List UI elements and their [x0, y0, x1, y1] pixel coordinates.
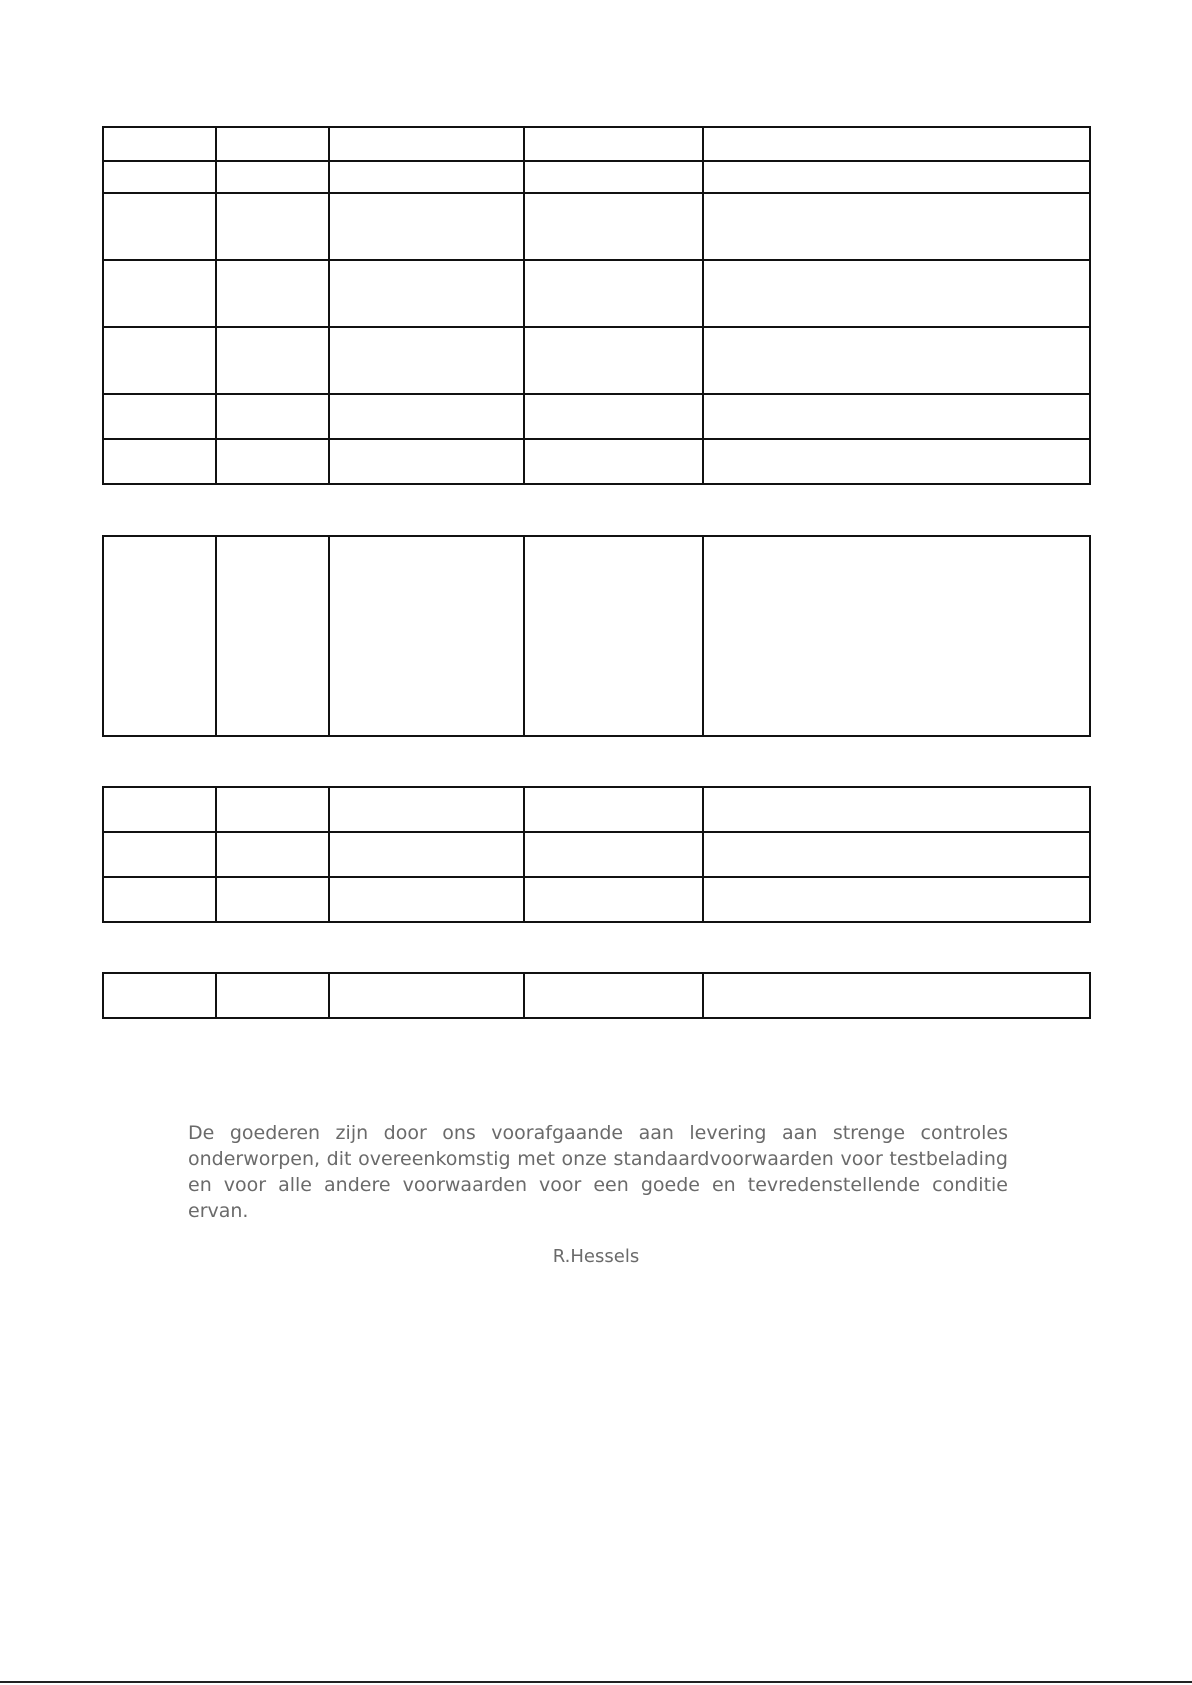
table-cell	[103, 973, 216, 1018]
table-row	[103, 161, 1090, 193]
table-row	[103, 193, 1090, 260]
table-cell	[703, 327, 1090, 394]
table-cell	[103, 260, 216, 327]
goods-table-3	[102, 786, 1091, 923]
table-cell	[703, 787, 1090, 832]
table-cell	[216, 877, 329, 922]
table-row	[103, 394, 1090, 439]
footer-divider	[0, 1681, 1192, 1683]
table-cell	[216, 394, 329, 439]
table-cell	[103, 439, 216, 484]
table-row	[103, 787, 1090, 832]
table-cell	[216, 536, 329, 736]
table-row	[103, 832, 1090, 877]
table-cell	[103, 832, 216, 877]
table-row	[103, 536, 1090, 736]
table-cell	[524, 787, 703, 832]
table-row	[103, 973, 1090, 1018]
table-cell	[216, 161, 329, 193]
table-cell	[329, 439, 524, 484]
table-cell	[524, 161, 703, 193]
table-cell	[703, 439, 1090, 484]
table-row	[103, 260, 1090, 327]
table-cell	[216, 193, 329, 260]
table-cell	[329, 327, 524, 394]
table-cell	[524, 973, 703, 1018]
table-cell	[703, 394, 1090, 439]
table-cell	[103, 327, 216, 394]
table-cell	[216, 327, 329, 394]
table-cell	[703, 161, 1090, 193]
table-row	[103, 877, 1090, 922]
table-cell	[216, 260, 329, 327]
table-cell	[103, 394, 216, 439]
table-cell	[524, 193, 703, 260]
table-cell	[703, 973, 1090, 1018]
goods-table-2	[102, 535, 1091, 737]
table-cell	[703, 127, 1090, 161]
table-cell	[329, 260, 524, 327]
table-row	[103, 127, 1090, 161]
table-cell	[103, 193, 216, 260]
table-cell	[524, 327, 703, 394]
table-cell	[524, 877, 703, 922]
table-cell	[329, 877, 524, 922]
table-cell	[329, 394, 524, 439]
table-cell	[703, 536, 1090, 736]
table-cell	[216, 787, 329, 832]
table-cell	[703, 193, 1090, 260]
table-cell	[216, 973, 329, 1018]
table-cell	[103, 877, 216, 922]
table-cell	[103, 787, 216, 832]
table-row	[103, 439, 1090, 484]
table-cell	[524, 832, 703, 877]
table-row	[103, 327, 1090, 394]
table-cell	[216, 439, 329, 484]
goods-table-4	[102, 972, 1091, 1019]
table-cell	[216, 127, 329, 161]
signature-name: R.Hessels	[552, 1246, 640, 1267]
table-cell	[329, 787, 524, 832]
table-cell	[329, 193, 524, 260]
table-cell	[329, 832, 524, 877]
table-cell	[524, 536, 703, 736]
table-cell	[329, 161, 524, 193]
quality-statement: De goederen zijn door ons voorafgaande aan levering aan strenge controles onderworpen, dit overeenkomstig met onze standaardvoorwaarden voor testbelading en voor alle andere voorwaarden voor een goede en tevredenstellende conditie ervan.	[188, 1122, 1008, 1222]
table-cell	[216, 832, 329, 877]
table-cell	[329, 973, 524, 1018]
table-cell	[703, 832, 1090, 877]
table-cell	[524, 439, 703, 484]
table-cell	[329, 127, 524, 161]
table-cell	[329, 536, 524, 736]
table-cell	[103, 536, 216, 736]
table-cell	[103, 127, 216, 161]
table-cell	[524, 394, 703, 439]
table-cell	[524, 260, 703, 327]
table-cell	[103, 161, 216, 193]
goods-table-1	[102, 126, 1091, 485]
table-cell	[703, 260, 1090, 327]
table-cell	[524, 127, 703, 161]
table-cell	[703, 877, 1090, 922]
